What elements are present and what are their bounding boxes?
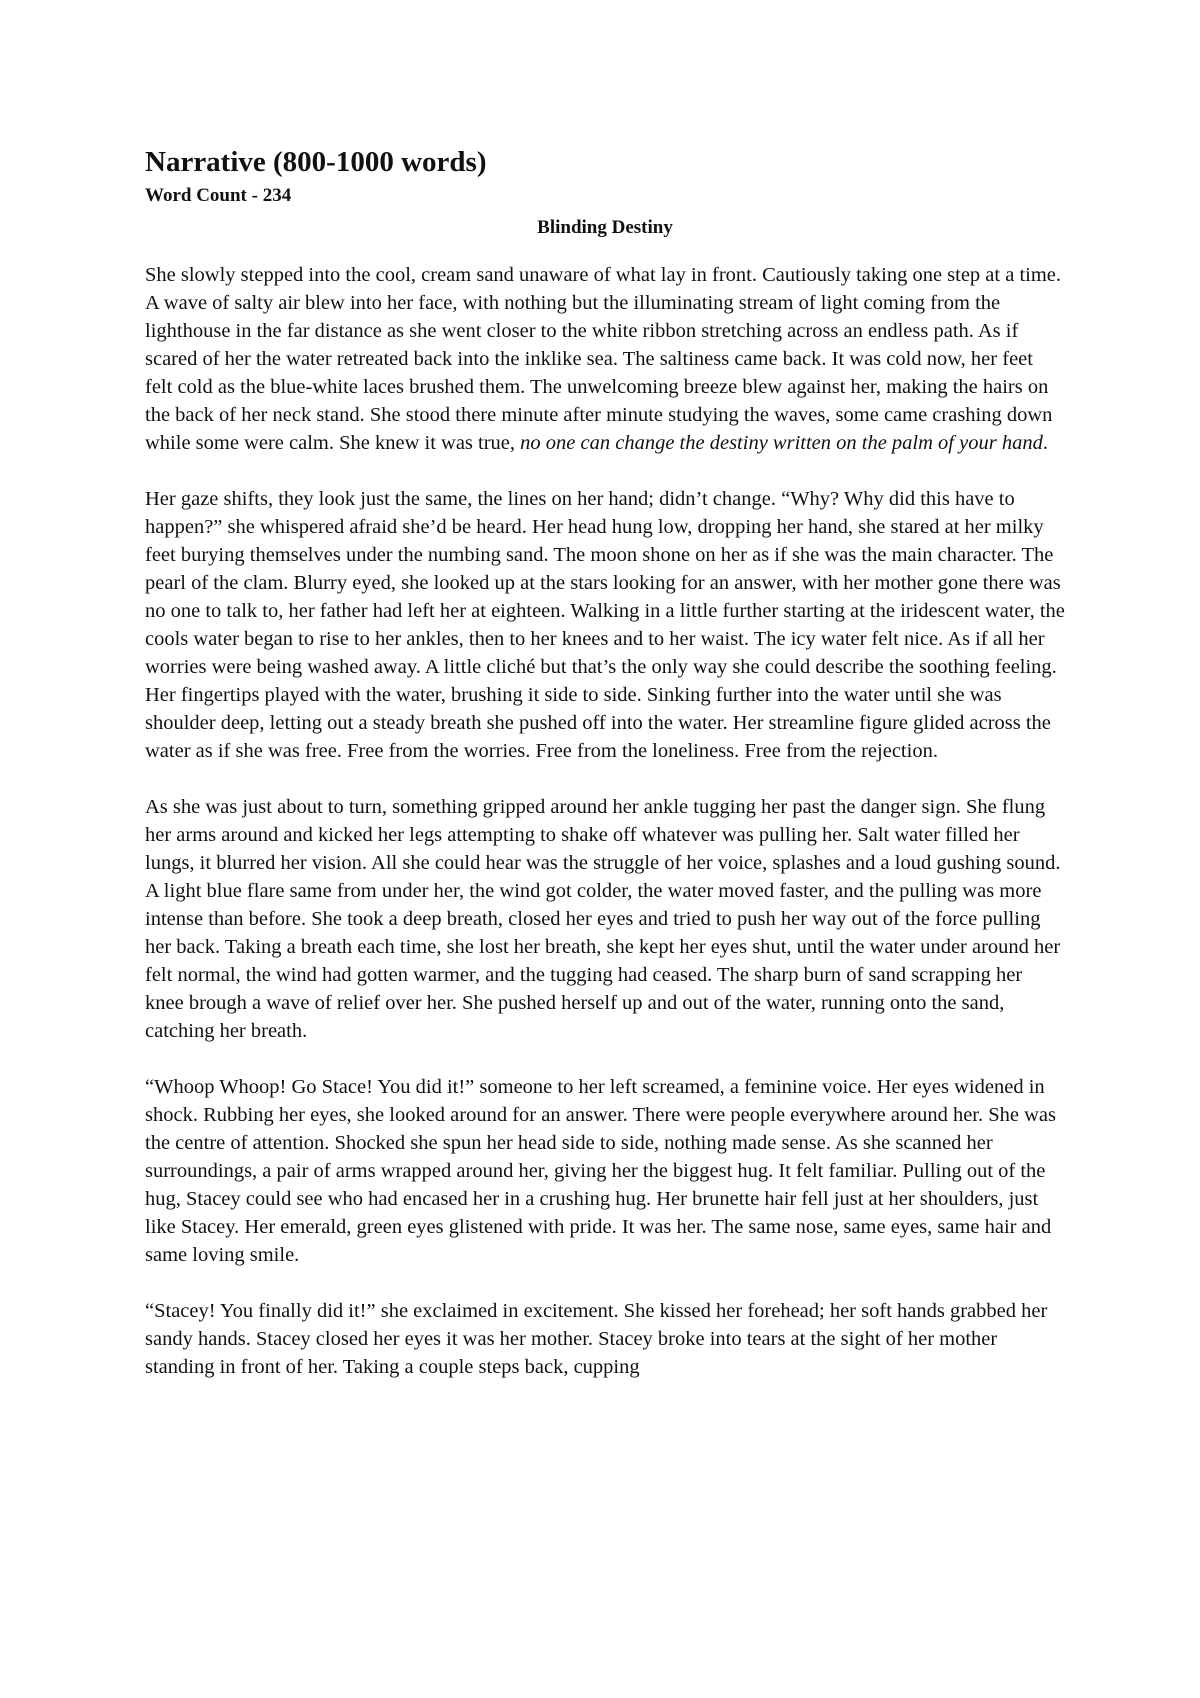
paragraph-3: As she was just about to turn, something gripped around her ankle tugging her past the danger sign. She flung her arms around and kicked her legs attempting to shake off whatever was pulling her. Salt water filled her lungs, it blurred her vision. All she could hear was the struggle of her voice, splashes and a loud gushing sound. A light blue flare same from under her, the wind got colder, the water moved faster, and the pulling was more intense than before. She took a deep breath, closed her eyes and tried to push her way out of the force pulling her back. Taking a breath each time, she lost her breath, she kept her eyes shut, until the water under around her felt normal, the wind had gotten warmer, and the tugging had ceased. The sharp burn of sand scrapping her knee brough a wave of relief over her. She pushed herself up and out of the water, running onto the sand, catching her breath. <box>145 796 1061 1042</box>
paragraph-1 <box>145 261 1065 457</box>
paragraph-5: “Stacey! You finally did it!” she exclaimed in excitement. She kissed her forehead; her soft hands grabbed her sandy hands. Stacey closed her eyes it was her mother. Stacey broke into tears at the sight of her mother standing in front of her. Taking a couple steps back, cupping <box>145 1300 1048 1378</box>
paragraph-1-text: She slowly stepped into the cool, cream sand unaware of what lay in front. Cautiously taking one step at a time. A wave of salty air blew into her face, with nothing but the illuminating stream of light coming from the lighthouse in the far distance as she went closer to the white ribbon stretching across an endless path. As if scared of her the water retreated back into the inklike sea. The saltiness came back. It was cold now, her feet felt cold as the blue-white laces brushed them. The unwelcoming breeze blew against her, making the hairs on the back of her neck stand. She stood there minute after minute studying the waves, some came crashing down while some were calm. She knew it was true, <box>145 264 1062 454</box>
paragraph-1-tail: . <box>1042 432 1048 454</box>
word-count: Word Count - 234 <box>145 185 292 206</box>
paragraph-4: “Whoop Whoop! Go Stace! You did it!” someone to her left screamed, a feminine voice. Her eyes widened in shock. Rubbing her eyes, she looked around for an answer. There were people everywhere around her. She was the centre of attention. Shocked she spun her head side to side, nothing made sense. As she scanned her surroundings, a pair of arms wrapped around her, giving her the biggest hug. It felt familiar. Pulling out of the hug, Stacey could see who had encased her in a crushing hug. Her brunette hair fell just at her shoulders, just like Stacey. Her emerald, green eyes glistened with pride. It was her. The same nose, same eyes, same hair and same loving smile. <box>145 1076 1056 1266</box>
document-page <box>145 145 1065 1381</box>
story-body <box>145 261 1065 1381</box>
paragraph-1-emphasis: no one can change the destiny written on the palm of your hand <box>520 432 1043 454</box>
paragraph-2: Her gaze shifts, they look just the same, the lines on her hand; didn’t change. “Why? Why did this have to happen?” she whispered afraid she’d be heard. Her head hung low, dropping her hand, she stared at her milky feet burying themselves under the numbing sand. The moon shone on her as if she was the main character. The pearl of the clam. Blurry eyed, she looked up at the stars looking for an answer, with her mother gone there was no one to talk to, her father had left her at eighteen. Walking in a little further starting at the iridescent water, the cools water began to rise to her ankles, then to her knees and to her waist. The icy water felt nice. As if all her worries were being washed away. A little cliché but that’s the only way she could describe the soothing feeling. Her fingertips played with the water, brushing it side to side. Sinking further into the water until she was shoulder deep, letting out a steady breath she pushed off into the water. Her streamline figure glided across the water as if she was free. Free from the worries. Free from the loneliness. Free from the rejection. <box>145 488 1065 762</box>
story-title: Blinding Destiny <box>537 217 673 238</box>
document-title: Narrative (800-1000 words) <box>145 146 487 178</box>
